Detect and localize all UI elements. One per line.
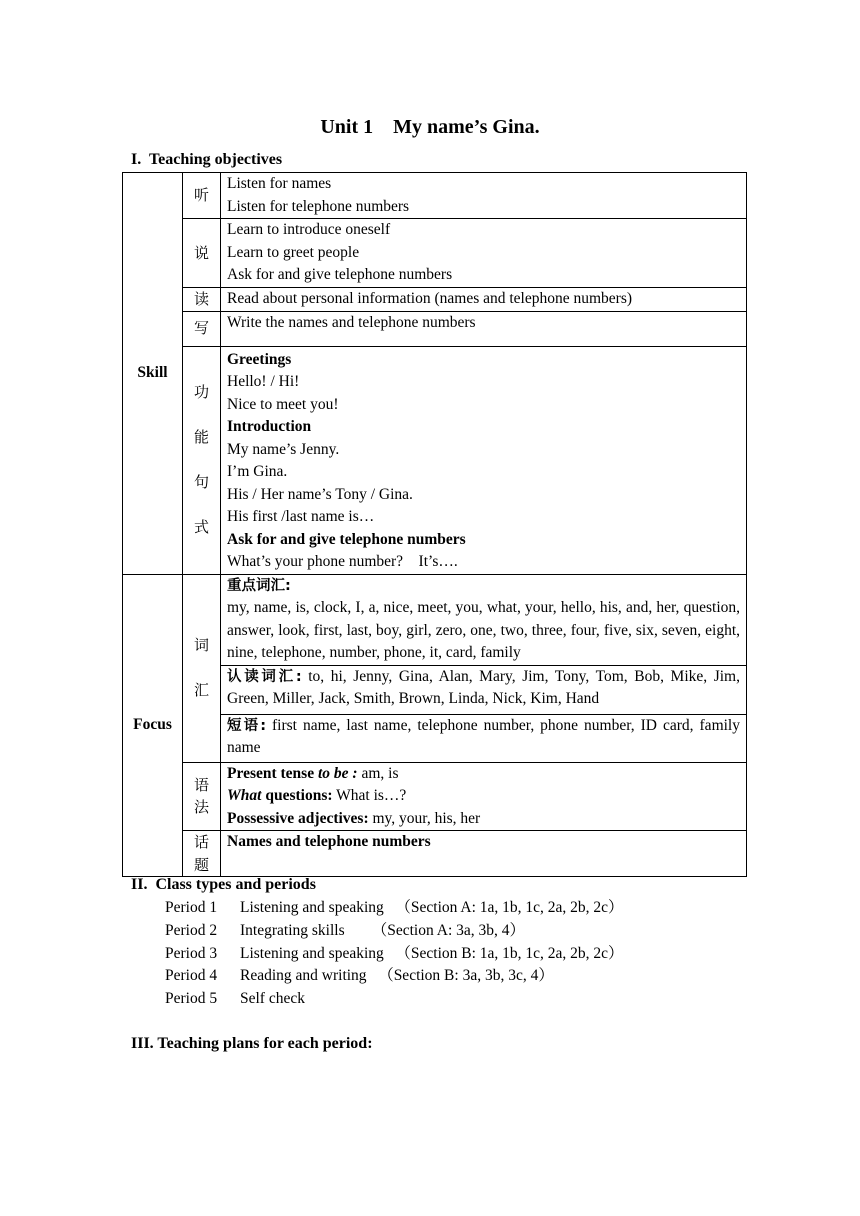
section-heading-plans: III. Teaching plans for each period: <box>131 1035 373 1052</box>
text-line: His / Her name’s Tony / Gina. <box>227 485 413 503</box>
period-number: Period 5 <box>165 990 218 1008</box>
text-line: Hello! / Hi! <box>227 373 300 390</box>
cjk-char: 能 <box>193 428 209 446</box>
focus-label: Focus <box>123 574 183 877</box>
bold-text: Present tense <box>227 764 318 782</box>
grammar-line-2 <box>227 785 740 808</box>
period-number: Period 2 <box>165 921 218 939</box>
skill-label: Skill <box>123 173 183 575</box>
periods-list <box>165 897 624 1011</box>
bold-italic-text: What <box>227 787 262 804</box>
recog-vocab-words: to, hi, Jenny, Gina, Alan, Mary, Jim, Tony, Tom, Bob, Mike, Jim, Green, Miller, Jack, Smith, Brown, Linda, Nick, Kim, Hand <box>227 667 740 707</box>
recog-vocab-content <box>221 665 747 714</box>
period-sections: （Section B: 3a, 3b, 3c, 4） <box>378 967 554 985</box>
grammar-content <box>221 762 747 831</box>
cjk-char: 式 <box>193 518 209 536</box>
topic-chars <box>183 831 221 877</box>
grammar-chars <box>183 762 221 831</box>
list-item <box>165 920 624 943</box>
period-number: Period 3 <box>165 944 218 962</box>
table-row <box>123 346 747 574</box>
text-line: Learn to introduce oneself <box>227 221 391 238</box>
list-item <box>165 988 624 1011</box>
functions-content <box>221 346 747 574</box>
phrase-words: first name, last name, telephone number, phone number, ID card, family name <box>227 716 740 756</box>
period-number: Period 4 <box>165 967 218 985</box>
table-row <box>123 311 747 346</box>
listen-char: 听 <box>183 173 221 219</box>
text-line: Greetings <box>227 350 292 368</box>
text-line: Ask for and give telephone numbers <box>227 266 453 283</box>
listen-content <box>221 173 747 219</box>
write-char: 写 <box>183 311 221 346</box>
period-name: Integrating skills <box>240 921 372 939</box>
cjk-char: 法 <box>193 798 209 817</box>
text-line: Introduction <box>227 418 312 435</box>
plain-text: my, your, his, her <box>368 809 481 827</box>
key-vocab-label: 重点词汇: <box>227 577 291 594</box>
text-line: Ask for and give telephone numbers <box>227 530 466 548</box>
text-line: Write the names and telephone numbers <box>227 313 476 331</box>
table-row <box>123 173 747 219</box>
period-name: Listening and speaking <box>240 944 396 962</box>
cjk-char: 题 <box>193 855 209 874</box>
table-row <box>123 831 747 877</box>
topic-text: Names and telephone numbers <box>227 833 431 850</box>
text-line: Learn to greet people <box>227 243 360 261</box>
section-heading-periods: II. Class types and periods <box>131 876 316 893</box>
table-row <box>123 219 747 288</box>
bold-text: questions: <box>261 787 333 804</box>
cjk-char: 话 <box>193 833 209 851</box>
cjk-char: 句 <box>193 473 209 491</box>
section-heading-objectives: I. Teaching objectives <box>131 151 283 168</box>
key-vocab-content <box>221 574 747 665</box>
period-sections: （Section A: 3a, 3b, 4） <box>371 921 526 939</box>
text-line: What’s your phone number? It’s…. <box>227 553 458 570</box>
period-name: Self check <box>240 990 305 1008</box>
phrase-label: 短语: <box>227 717 267 734</box>
bold-text: Possessive adjectives: <box>227 809 369 827</box>
period-sections: （Section A: 1a, 1b, 1c, 2a, 2b, 2c） <box>395 899 624 916</box>
text-line: Listen for telephone numbers <box>227 197 410 215</box>
topic-content <box>221 831 747 877</box>
list-item <box>165 943 624 966</box>
write-content <box>221 311 747 346</box>
plain-text: am, is <box>357 764 399 782</box>
speak-content <box>221 219 747 288</box>
functions-chars <box>183 346 221 574</box>
speak-char: 说 <box>183 219 221 288</box>
period-number: Period 1 <box>165 899 218 916</box>
read-content <box>221 288 747 312</box>
grammar-line-1 <box>227 763 740 786</box>
period-sections: （Section B: 1a, 1b, 1c, 2a, 2b, 2c） <box>395 944 624 962</box>
text-line: Listen for names <box>227 175 332 192</box>
table-row <box>123 762 747 831</box>
vocab-chars <box>183 574 221 762</box>
cjk-char: 词 <box>193 636 209 654</box>
plain-text: What is…? <box>332 787 407 804</box>
read-char: 读 <box>183 288 221 312</box>
bold-italic-text: to be : <box>317 764 358 782</box>
objectives-table <box>122 172 747 877</box>
text-line: His first /last name is… <box>227 508 375 525</box>
table-row <box>123 574 747 665</box>
table-row <box>123 288 747 312</box>
cjk-char: 语 <box>193 775 209 794</box>
text-line: My name’s Jenny. <box>227 440 340 458</box>
grammar-line-3 <box>227 808 740 831</box>
cjk-char: 功 <box>193 383 209 401</box>
text-line: Read about personal information (names and telephone numbers) <box>227 290 633 307</box>
document-title: Unit 1 My name’s Gina. <box>320 116 540 138</box>
list-item <box>165 897 624 920</box>
text-line: I’m Gina. <box>227 463 288 480</box>
cjk-char: 汇 <box>193 681 209 699</box>
list-item <box>165 965 624 988</box>
phrase-content <box>221 714 747 762</box>
period-name: Listening and speaking <box>240 899 396 916</box>
recog-vocab-label: 认读词汇: <box>227 668 302 685</box>
key-vocab-words: my, name, is, clock, I, a, nice, meet, you, what, your, hello, his, and, her, question, answer, look, first, last, boy, girl, zero, one, two, three, four, five, six, seven, eight, nine, telephone, number, phone, it, card, family <box>227 599 740 661</box>
text-line: Nice to meet you! <box>227 395 339 413</box>
period-name: Reading and writing <box>240 967 379 985</box>
